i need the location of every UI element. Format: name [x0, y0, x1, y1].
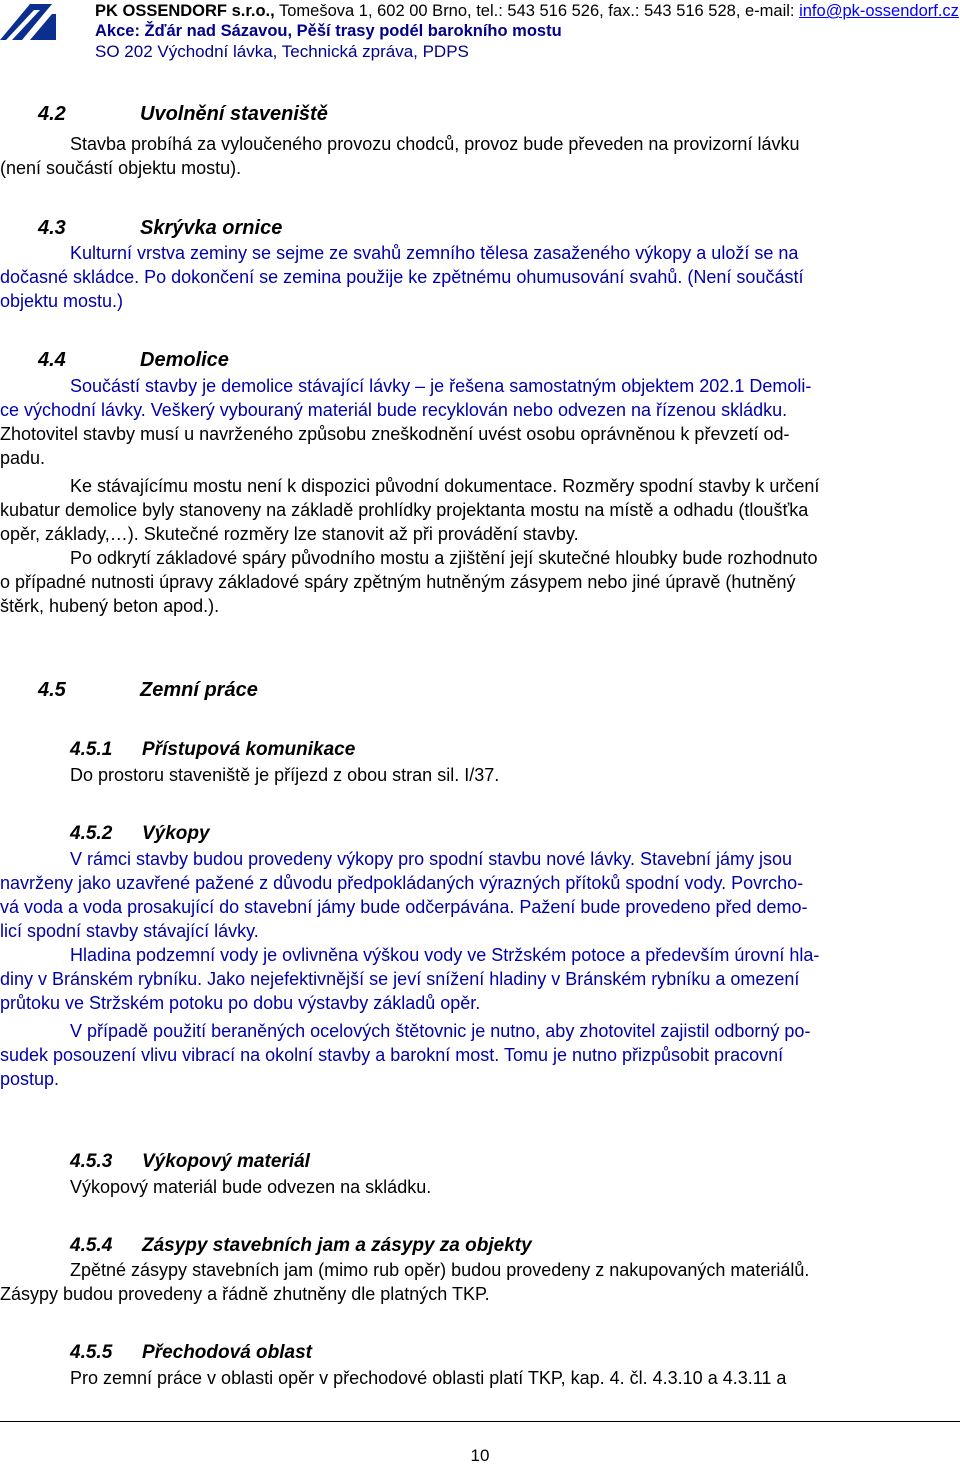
page-number: 10 — [470, 1446, 490, 1465]
paragraph-line: Ke stávajícímu mostu není k dispozici původní dokumentace. Rozměry spodní stavby k určení — [70, 476, 820, 496]
paragraph-line: Pro zemní práce v oblasti opěr v přechodové oblasti platí TKP, kap. 4. čl. 4.3.10 a 4.3.11 a — [70, 1368, 787, 1388]
subsection-title: Přechodová oblast — [142, 1342, 312, 1363]
paragraph-line: Zhotovitel stavby musí u navrženého způsobu zneškodnění uvést osobu oprávněnou k převzetí od- — [0, 424, 790, 444]
subsection-title: Výkopy — [142, 823, 210, 844]
paragraph-line: V rámci stavby budou provedeny výkopy pro spodní stavbu nové lávky. Stavební jámy jsou — [70, 849, 793, 869]
section-number: 4.3 — [38, 217, 66, 239]
subsection-number: 4.5.2 — [70, 823, 113, 844]
subsection-heading-4-5-1 — [70, 739, 355, 761]
subsection-title: Výkopový materiál — [142, 1151, 310, 1172]
paragraph-line: opěr, základy,…). Skutečné rozměry lze stanovit až při provádění stavby. — [0, 524, 579, 544]
paragraph-line: Po odkrytí základové spáry původního mostu a zjištění její skutečné hloubky bude rozhodnuto — [70, 548, 818, 568]
subsection-number: 4.5.4 — [70, 1235, 113, 1256]
paragraph-line: Do prostoru staveniště je příjezd z obou stran sil. I/37. — [70, 765, 500, 785]
subsection-title: Zásypy stavebních jam a zásypy za objekty — [142, 1235, 532, 1256]
paragraph-line: vá voda a voda prosakující do stavební jámy bude odčerpávána. Pažení bude provedeno před demo- — [0, 897, 808, 917]
header-address: Tomešova 1, 602 00 Brno, tel.: 543 516 526, fax.: 543 516 528, e-mail: — [274, 2, 800, 20]
paragraph-line: průtoku ve Stržském potoku po dobu výstavby základů opěr. — [0, 993, 481, 1013]
paragraph-line: Zásypy budou provedeny a řádně zhutněny dle platných TKP. — [0, 1284, 490, 1304]
section-title: Zemní práce — [140, 679, 258, 701]
paragraph-line: (není součástí objektu mostu). — [0, 158, 242, 178]
footer-divider — [0, 1421, 960, 1422]
section-number: 4.5 — [38, 679, 66, 701]
header-email-link[interactable]: info@pk-ossendorf.cz — [799, 2, 959, 20]
paragraph-line: ce východní lávky. Veškerý vybouraný materiál bude recyklován nebo odvezen na řízenou skládku. — [0, 400, 788, 420]
paragraph-line: Hladina podzemní vody je ovlivněna výškou vody ve Stržském potoce a především úrovní hla- — [70, 945, 820, 965]
paragraph-line: Výkopový materiál bude odvezen na skládku. — [70, 1177, 432, 1197]
subsection-number: 4.5.3 — [70, 1151, 113, 1172]
section-number: 4.2 — [38, 103, 66, 125]
subsection-heading-4-5-2 — [70, 823, 210, 845]
section-title: Skrývka ornice — [140, 217, 283, 239]
section-heading-4-3 — [38, 217, 282, 240]
section-title: Demolice — [140, 349, 229, 371]
subsection-heading-4-5-3 — [70, 1151, 310, 1173]
paragraph-line: o případné nutnosti úpravy základové spáry zpětným hutněným zásypem nebo jiné úpravě (hutněný — [0, 572, 796, 592]
paragraph-line: padu. — [0, 448, 46, 468]
section-number: 4.4 — [38, 349, 66, 371]
section-heading-4-5 — [38, 679, 258, 702]
header-contact-line — [95, 1, 960, 21]
paragraph-line: štěrk, hubený beton apod.). — [0, 596, 220, 616]
section-title: Uvolnění staveniště — [140, 103, 328, 125]
paragraph-line: diny v Bránském rybníku. Jako nejefektivnější se jeví snížení hladiny v Bránském rybníku a omezení — [0, 969, 800, 989]
paragraph-line: licí spodní stavby stávající lávky. — [0, 921, 259, 941]
subsection-heading-4-5-4 — [70, 1235, 532, 1257]
paragraph-line: V případě použití beraněných ocelových štětovnic je nutno, aby zhotovitel zajistil odborný po- — [70, 1021, 811, 1041]
paragraph-line: Součástí stavby je demolice stávající lávky – je řešena samostatným objektem 202.1 Demoli- — [70, 376, 812, 396]
paragraph-line: dočasné skládce. Po dokončení se zemina použije ke zpětnému ohumusování svahů. (Není součástí — [0, 267, 804, 287]
section-heading-4-2 — [38, 103, 328, 126]
paragraph-line: objektu mostu.) — [0, 291, 124, 311]
subsection-heading-4-5-5 — [70, 1342, 312, 1364]
subsection-number: 4.5.1 — [70, 739, 113, 760]
company-logo-icon — [0, 0, 58, 40]
paragraph-line: kubatur demolice byly stanoveny na základě prohlídky projektanta mostu na místě a odhadu (tloušťka — [0, 500, 809, 520]
paragraph-line: Stavba probíhá za vyloučeného provozu chodců, provoz bude převeden na provizorní lávku — [70, 134, 800, 154]
subsection-title: Přístupová komunikace — [142, 739, 356, 760]
page-header — [0, 0, 960, 72]
paragraph-line: Zpětné zásypy stavebních jam (mimo rub opěr) budou provedeny z nakupovaných materiálů. — [70, 1260, 810, 1280]
header-project: Akce: Žďár nad Sázavou, Pěší trasy podél barokního mostu — [95, 22, 562, 40]
header-document: SO 202 Východní lávka, Technická zpráva, PDPS — [95, 42, 469, 61]
paragraph-line: Kulturní vrstva zeminy se sejme ze svahů zemního tělesa zasaženého výkopy a uloží se na — [70, 243, 799, 263]
paragraph-line: navrženy jako uzavřené pažené z důvodu předpokládaných výrazných přítoků spodní vody. Povrcho- — [0, 873, 804, 893]
paragraph-line: postup. — [0, 1069, 60, 1089]
section-heading-4-4 — [38, 349, 229, 372]
paragraph-line: sudek posouzení vlivu vibrací na okolní stavby a barokní most. Tomu je nutno přizpůsobit pracovní — [0, 1045, 784, 1065]
subsection-number: 4.5.5 — [70, 1342, 113, 1363]
header-company: PK OSSENDORF s.r.o., — [95, 2, 275, 20]
